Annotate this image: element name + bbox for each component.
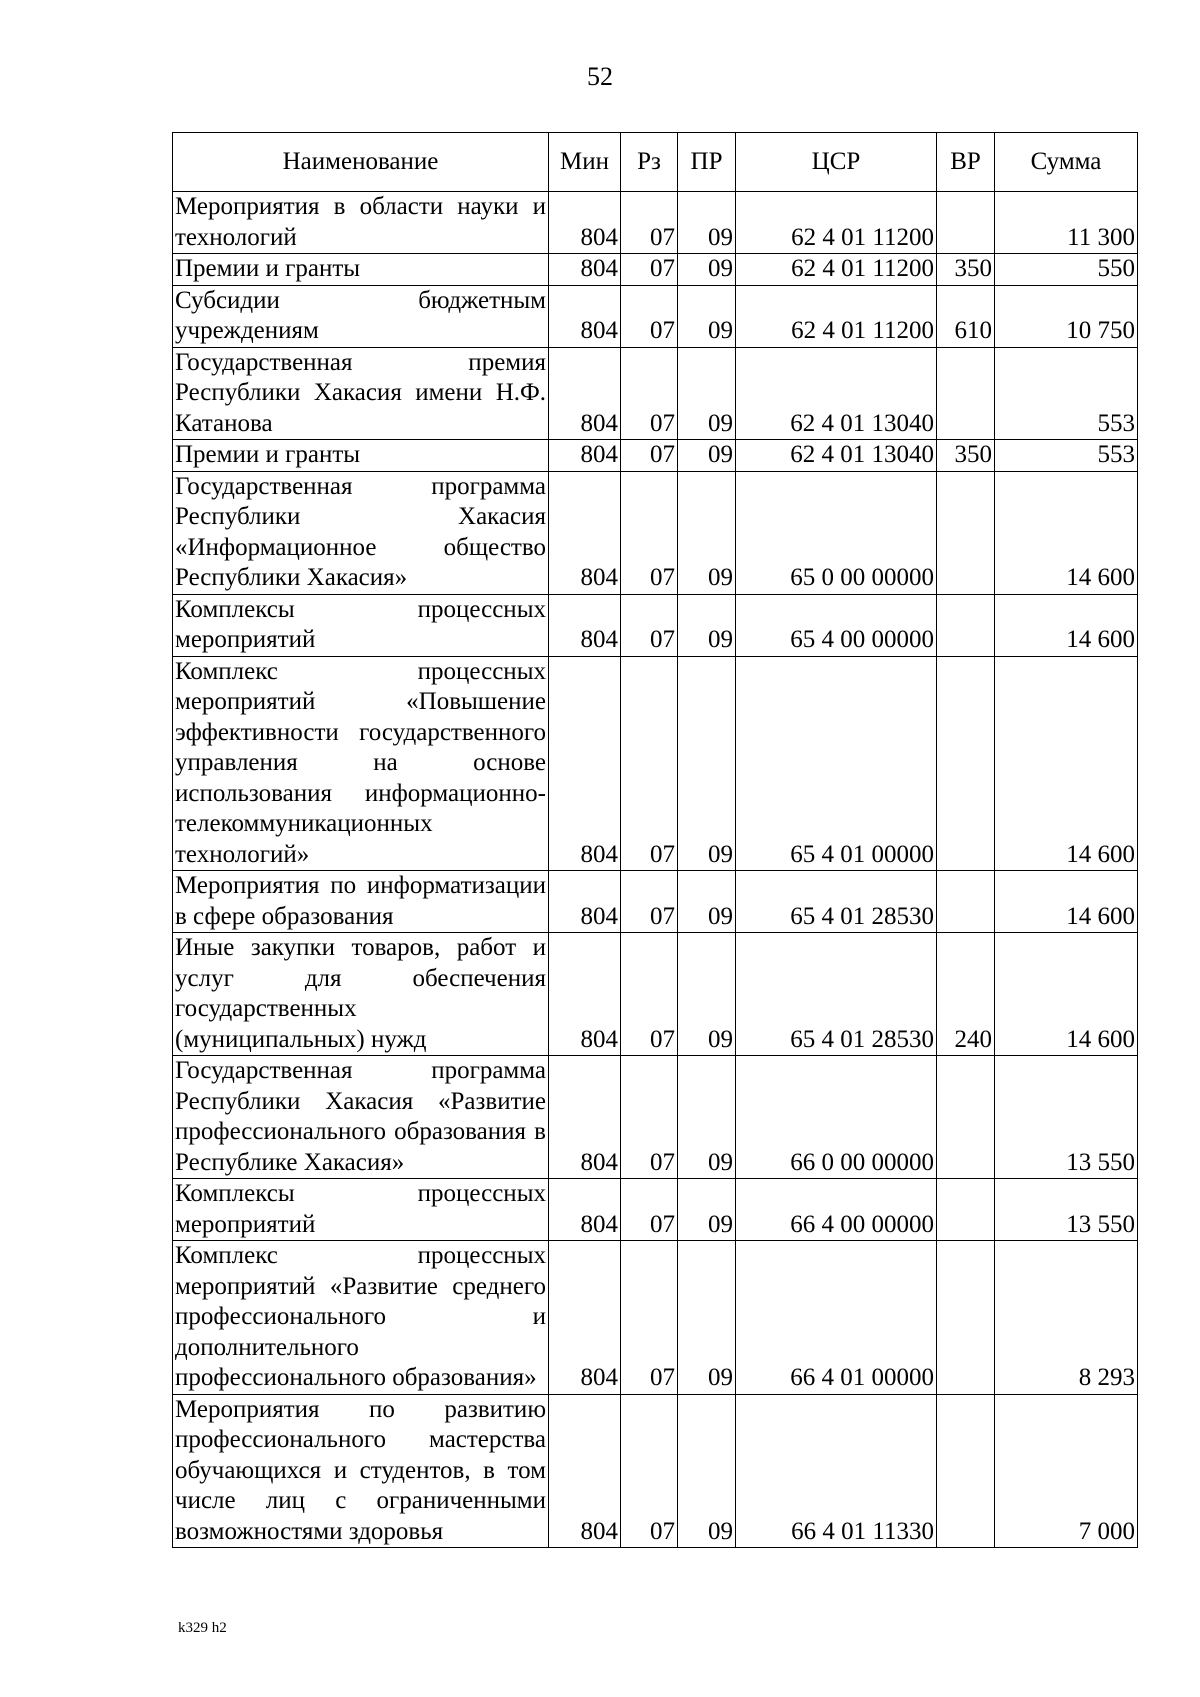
cell-rz: 07 <box>621 871 678 933</box>
cell-min: 804 <box>549 1394 621 1548</box>
cell-min: 804 <box>549 440 621 472</box>
cell-csr: 65 4 01 28530 <box>736 933 937 1056</box>
cell-vr <box>937 594 995 656</box>
table-body <box>173 192 1138 1548</box>
cell-sum: 14 600 <box>995 471 1138 594</box>
cell-sum: 14 600 <box>995 656 1138 871</box>
cell-sum: 11 300 <box>995 192 1138 254</box>
table-row <box>173 1179 1138 1241</box>
cell-vr <box>937 871 995 933</box>
cell-min: 804 <box>549 347 621 440</box>
cell-pr: 09 <box>678 1394 736 1548</box>
footer-code: k329 h2 <box>178 1620 227 1636</box>
cell-rz: 07 <box>621 1056 678 1179</box>
cell-sum: 14 600 <box>995 933 1138 1056</box>
cell-pr: 09 <box>678 471 736 594</box>
cell-sum: 13 550 <box>995 1179 1138 1241</box>
cell-sum: 10 750 <box>995 285 1138 347</box>
cell-rz: 07 <box>621 1394 678 1548</box>
cell-name: Мероприятия по развитию профессионального мастерства обучающихся и студентов, в том числе лиц с ограниченными возможностями здоровья <box>173 1394 549 1548</box>
cell-min: 804 <box>549 1179 621 1241</box>
cell-name: Мероприятия в области науки и технологий <box>173 192 549 254</box>
cell-csr: 66 4 01 11330 <box>736 1394 937 1548</box>
header-csr: ЦСР <box>736 133 937 192</box>
cell-csr: 65 0 00 00000 <box>736 471 937 594</box>
cell-csr: 62 4 01 11200 <box>736 285 937 347</box>
table-row <box>173 871 1138 933</box>
cell-min: 804 <box>549 254 621 286</box>
cell-name: Комплекс процессных мероприятий «Развитие среднего профессионального и дополнительного профессионального образования» <box>173 1241 549 1395</box>
cell-pr: 09 <box>678 285 736 347</box>
cell-pr: 09 <box>678 871 736 933</box>
cell-rz: 07 <box>621 933 678 1056</box>
cell-sum: 7 000 <box>995 1394 1138 1548</box>
table-row <box>173 1394 1138 1548</box>
cell-pr: 09 <box>678 347 736 440</box>
cell-sum: 14 600 <box>995 871 1138 933</box>
cell-sum: 553 <box>995 440 1138 472</box>
cell-name: Мероприятия по информатизации в сфере образования <box>173 871 549 933</box>
cell-vr <box>937 192 995 254</box>
cell-pr: 09 <box>678 440 736 472</box>
cell-csr: 62 4 01 13040 <box>736 347 937 440</box>
table-row <box>173 254 1138 286</box>
cell-vr <box>937 656 995 871</box>
cell-name: Комплексы процессных мероприятий <box>173 594 549 656</box>
cell-rz: 07 <box>621 285 678 347</box>
cell-pr: 09 <box>678 933 736 1056</box>
table-row <box>173 440 1138 472</box>
cell-min: 804 <box>549 1056 621 1179</box>
cell-name: Комплексы процессных мероприятий <box>173 1179 549 1241</box>
cell-vr <box>937 1179 995 1241</box>
cell-sum: 8 293 <box>995 1241 1138 1395</box>
cell-pr: 09 <box>678 1241 736 1395</box>
cell-min: 804 <box>549 471 621 594</box>
cell-csr: 65 4 01 28530 <box>736 871 937 933</box>
cell-name: Государственная программа Республики Хакасия «Информационное общество Республики Хакасия» <box>173 471 549 594</box>
cell-name: Субсидии бюджетным учреждениям <box>173 285 549 347</box>
cell-rz: 07 <box>621 594 678 656</box>
cell-vr: 350 <box>937 254 995 286</box>
table-row <box>173 933 1138 1056</box>
cell-sum: 14 600 <box>995 594 1138 656</box>
cell-csr: 62 4 01 11200 <box>736 254 937 286</box>
cell-rz: 07 <box>621 1241 678 1395</box>
cell-vr <box>937 1241 995 1395</box>
cell-rz: 07 <box>621 440 678 472</box>
cell-min: 804 <box>549 192 621 254</box>
cell-vr <box>937 1394 995 1548</box>
cell-vr <box>937 347 995 440</box>
table-row <box>173 192 1138 254</box>
cell-csr: 62 4 01 13040 <box>736 440 937 472</box>
table-header-row <box>173 133 1138 192</box>
table-row <box>173 1241 1138 1395</box>
cell-csr: 65 4 01 00000 <box>736 656 937 871</box>
cell-vr: 350 <box>937 440 995 472</box>
cell-min: 804 <box>549 656 621 871</box>
cell-rz: 07 <box>621 1179 678 1241</box>
cell-name: Комплекс процессных мероприятий «Повышение эффективности государственного управления на основе использования информационно-телекоммуникационных технологий» <box>173 656 549 871</box>
cell-min: 804 <box>549 594 621 656</box>
cell-name: Государственная премия Республики Хакасия имени Н.Ф. Катанова <box>173 347 549 440</box>
cell-vr <box>937 1056 995 1179</box>
cell-name: Государственная программа Республики Хакасия «Развитие профессионального образования в Республике Хакасия» <box>173 1056 549 1179</box>
cell-name: Иные закупки товаров, работ и услуг для обеспечения государственных (муниципальных) нужд <box>173 933 549 1056</box>
budget-table <box>172 132 1138 1548</box>
cell-min: 804 <box>549 285 621 347</box>
cell-rz: 07 <box>621 656 678 871</box>
cell-rz: 07 <box>621 254 678 286</box>
header-vr: ВР <box>937 133 995 192</box>
cell-pr: 09 <box>678 594 736 656</box>
cell-sum: 550 <box>995 254 1138 286</box>
table-row <box>173 594 1138 656</box>
header-name: Наименование <box>173 133 549 192</box>
cell-pr: 09 <box>678 1056 736 1179</box>
cell-min: 804 <box>549 1241 621 1395</box>
cell-pr: 09 <box>678 1179 736 1241</box>
cell-pr: 09 <box>678 192 736 254</box>
table-row <box>173 656 1138 871</box>
cell-rz: 07 <box>621 347 678 440</box>
cell-csr: 65 4 00 00000 <box>736 594 937 656</box>
header-min: Мин <box>549 133 621 192</box>
cell-csr: 62 4 01 11200 <box>736 192 937 254</box>
table-row <box>173 285 1138 347</box>
header-rz: Рз <box>621 133 678 192</box>
cell-csr: 66 4 00 00000 <box>736 1179 937 1241</box>
cell-pr: 09 <box>678 656 736 871</box>
cell-min: 804 <box>549 933 621 1056</box>
cell-sum: 553 <box>995 347 1138 440</box>
cell-rz: 07 <box>621 471 678 594</box>
header-pr: ПР <box>678 133 736 192</box>
cell-vr <box>937 471 995 594</box>
cell-csr: 66 0 00 00000 <box>736 1056 937 1179</box>
header-sum: Сумма <box>995 133 1138 192</box>
cell-rz: 07 <box>621 192 678 254</box>
cell-name: Премии и гранты <box>173 254 549 286</box>
table-row <box>173 471 1138 594</box>
table-row <box>173 347 1138 440</box>
page-number: 52 <box>587 62 613 91</box>
cell-name: Премии и гранты <box>173 440 549 472</box>
cell-vr: 240 <box>937 933 995 1056</box>
cell-pr: 09 <box>678 254 736 286</box>
cell-csr: 66 4 01 00000 <box>736 1241 937 1395</box>
cell-min: 804 <box>549 871 621 933</box>
cell-sum: 13 550 <box>995 1056 1138 1179</box>
table-row <box>173 1056 1138 1179</box>
cell-vr: 610 <box>937 285 995 347</box>
